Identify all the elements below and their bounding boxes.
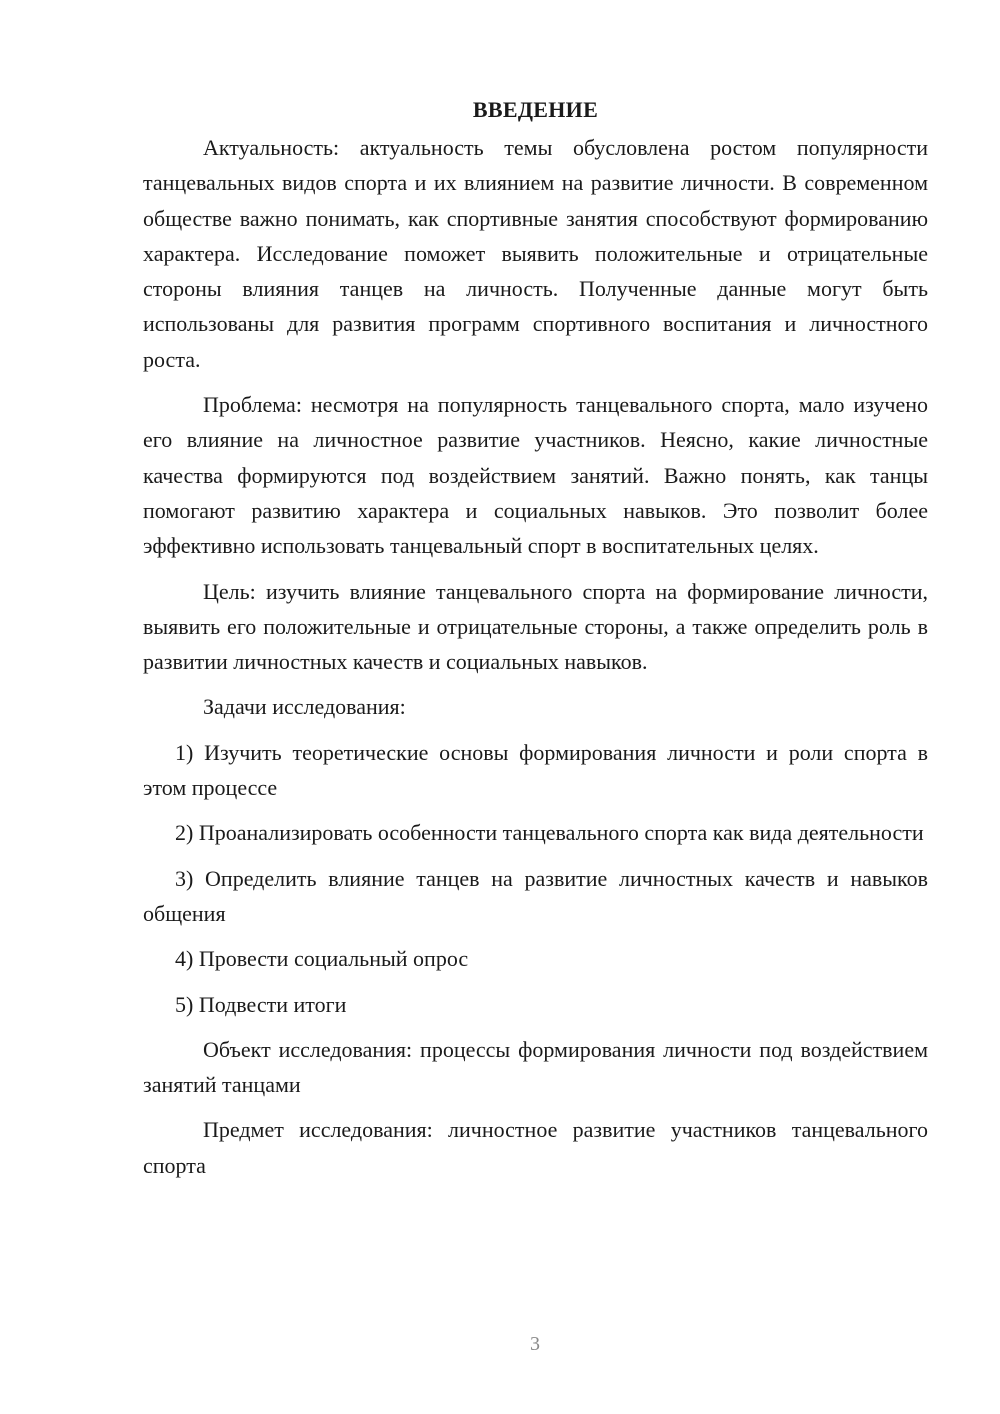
- section-heading: ВВЕДЕНИЕ: [472, 97, 599, 122]
- task-item-3: 3) Определить влияние танцев на развитие личностных качеств и навыков общения: [143, 865, 928, 926]
- task-item-5: 5) Подвести итоги: [175, 991, 347, 1017]
- task-item-1: 1) Изучить теоретические основы формирования личности и роли спорта в этом процессе: [143, 739, 928, 801]
- document-page: [143, 90, 928, 1193]
- object-paragraph: Объект исследования: процессы формирования личности под воздействием занятий танцами: [143, 1036, 928, 1098]
- tasks-title: Задачи исследования:: [203, 694, 406, 720]
- page-number: 3: [530, 1333, 540, 1355]
- subject-paragraph: Предмет исследования: личностное развитие участников танцевального спорта: [143, 1117, 928, 1178]
- problem-paragraph: Проблема: несмотря на популярность танцевального спорта, мало изучено его влияние на личностное развитие участников. Неясно, какие личностные качества формируются под воздействием занятий. Важно понять, как танцы помогают развитию характера и социальных навыков. Это позволит более эффективно использовать танцевальный спорт в воспитательных целях.: [143, 392, 928, 559]
- task-item-4: 4) Провести социальный опрос: [175, 946, 469, 972]
- task-item-2: 2) Проанализировать особенности танцевального спорта как вида деятельности: [175, 820, 924, 846]
- goal-paragraph: Цель: изучить влияние танцевального спорта на формирование личности, выявить его положительные и отрицательные стороны, а также определить роль в развитии личностных качеств и социальных навыков.: [143, 578, 928, 675]
- relevance-paragraph: Актуальность: актуальность темы обусловлена ростом популярности танцевальных видов спорта и их влиянием на развитие личности. В современном обществе важно понимать, как спортивные занятия способствуют формированию характера. Исследование поможет выявить положительные и отрицательные стороны влияния танцев на личность. Полученные данные могут быть использованы для развития программ спортивного воспитания и личностного роста.: [143, 135, 928, 372]
